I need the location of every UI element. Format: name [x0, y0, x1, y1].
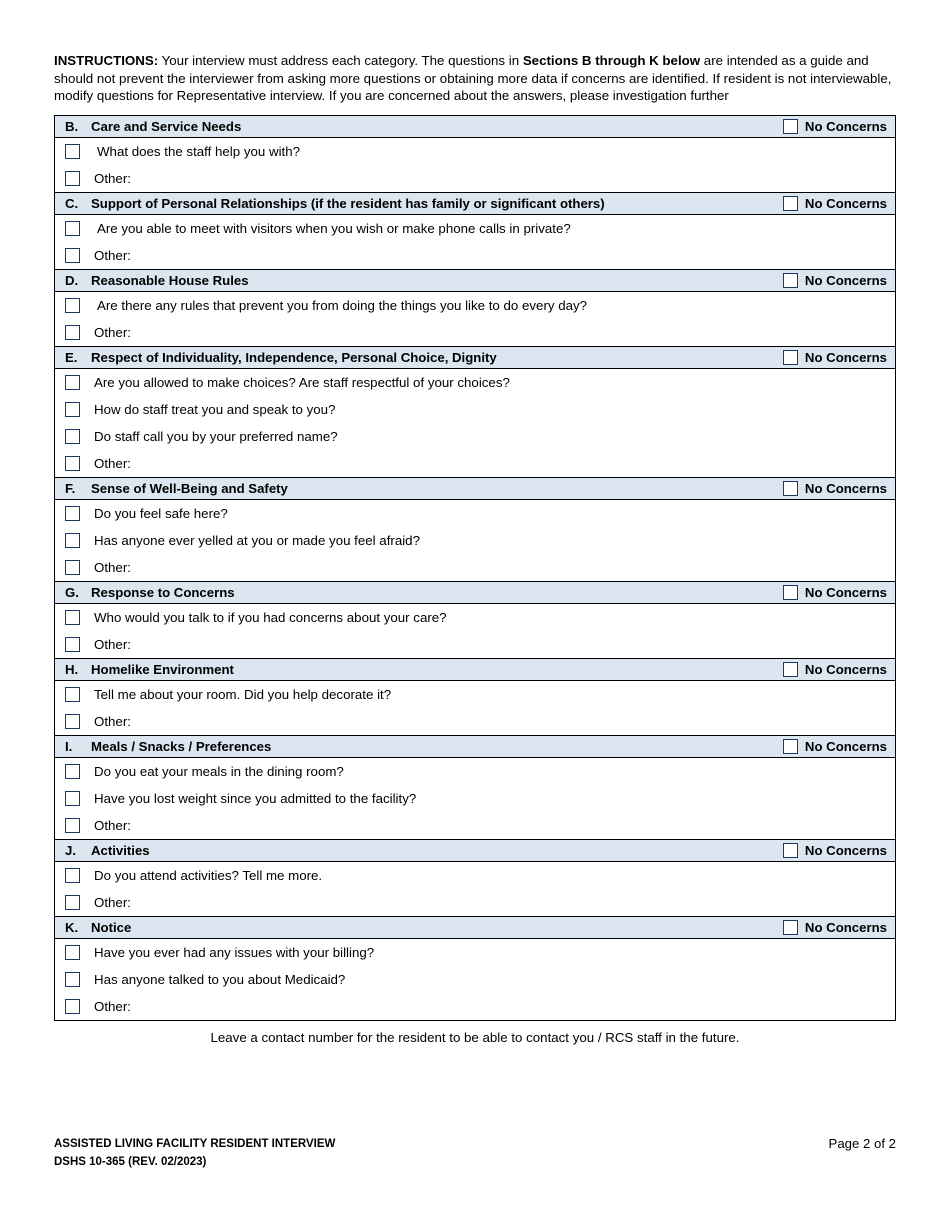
- no-concerns-label: No Concerns: [804, 842, 887, 858]
- section-header-cell: [55, 477, 896, 499]
- question-cell: [55, 708, 896, 736]
- no-concerns-group[interactable]: [783, 662, 887, 677]
- question-text: Other:: [94, 455, 131, 471]
- question-cell: [55, 423, 896, 450]
- no-concerns-group[interactable]: [783, 585, 887, 600]
- question-cell: [55, 450, 896, 478]
- question-checkbox[interactable]: [65, 533, 80, 548]
- question-checkbox[interactable]: [65, 945, 80, 960]
- question-checkbox[interactable]: [65, 972, 80, 987]
- question-cell: [55, 554, 896, 582]
- question-text: Has anyone talked to you about Medicaid?: [94, 971, 346, 987]
- instructions-label: INSTRUCTIONS:: [54, 53, 159, 68]
- section-title: Activities: [91, 842, 150, 858]
- question-cell: [55, 137, 896, 165]
- section-header-cell: [55, 581, 896, 603]
- section-title: Homelike Environment: [91, 661, 234, 677]
- section-header-row: [55, 581, 896, 603]
- section-letter: E.: [65, 349, 78, 365]
- question-checkbox[interactable]: [65, 298, 80, 313]
- question-row: [55, 631, 896, 659]
- interview-sections-table: [54, 115, 896, 1021]
- no-concerns-label: No Concerns: [804, 738, 887, 754]
- question-cell: [55, 319, 896, 347]
- question-row: [55, 423, 896, 450]
- question-text: How do staff treat you and speak to you?: [94, 401, 336, 417]
- footer-left-block: [54, 1136, 335, 1172]
- question-row: [55, 242, 896, 270]
- section-header-cell: [55, 346, 896, 368]
- no-concerns-checkbox[interactable]: [783, 196, 798, 211]
- no-concerns-label: No Concerns: [804, 584, 887, 600]
- footer-page-number: Page 2 of 2: [828, 1136, 896, 1152]
- section-heading: [55, 481, 288, 496]
- section-letter: K.: [65, 919, 79, 935]
- instructions-paragraph: [54, 52, 896, 105]
- section-heading: [55, 662, 234, 677]
- no-concerns-label: No Concerns: [804, 480, 887, 496]
- question-row: [55, 861, 896, 889]
- no-concerns-checkbox[interactable]: [783, 739, 798, 754]
- question-row: [55, 889, 896, 917]
- section-letter: H.: [65, 661, 79, 677]
- no-concerns-checkbox[interactable]: [783, 920, 798, 935]
- question-text: Other:: [94, 998, 131, 1014]
- no-concerns-group[interactable]: [783, 843, 887, 858]
- no-concerns-label: No Concerns: [804, 195, 887, 211]
- section-header-cell: [55, 839, 896, 861]
- question-checkbox[interactable]: [65, 764, 80, 779]
- section-letter: D.: [65, 272, 79, 288]
- question-checkbox[interactable]: [65, 895, 80, 910]
- question-text: Do you feel safe here?: [94, 505, 228, 521]
- question-cell: [55, 938, 896, 966]
- no-concerns-label: No Concerns: [804, 272, 887, 288]
- question-text: Do staff call you by your preferred name?: [94, 428, 338, 444]
- question-row: [55, 708, 896, 736]
- question-checkbox[interactable]: [65, 171, 80, 186]
- section-letter: J.: [65, 842, 76, 858]
- question-text: Other:: [94, 559, 131, 575]
- question-text: Are there any rules that prevent you from doing the things you like to do every day?: [97, 297, 588, 313]
- no-concerns-label: No Concerns: [804, 661, 887, 677]
- page-footer: [54, 1136, 896, 1172]
- section-header-cell: [55, 735, 896, 757]
- contact-footnote: Leave a contact number for the resident to be able to contact you / RCS staff in the future.: [210, 1029, 740, 1045]
- question-text: Other:: [94, 636, 131, 652]
- question-cell: [55, 757, 896, 785]
- question-cell: [55, 527, 896, 554]
- question-checkbox[interactable]: [65, 560, 80, 575]
- instructions-text-before: Your interview must address each category. The questions in: [161, 53, 523, 68]
- question-row: [55, 396, 896, 423]
- question-checkbox[interactable]: [65, 687, 80, 702]
- question-text: Who would you talk to if you had concerns about your care?: [94, 609, 447, 625]
- question-checkbox[interactable]: [65, 868, 80, 883]
- question-text: Other:: [94, 817, 131, 833]
- question-row: [55, 993, 896, 1021]
- question-row: [55, 214, 896, 242]
- question-text: Are you able to meet with visitors when you wish or make phone calls in private?: [97, 220, 571, 236]
- question-cell: [55, 966, 896, 993]
- no-concerns-group[interactable]: [783, 739, 887, 754]
- question-row: [55, 319, 896, 347]
- question-cell: [55, 396, 896, 423]
- question-cell: [55, 631, 896, 659]
- question-checkbox[interactable]: [65, 456, 80, 471]
- question-checkbox[interactable]: [65, 610, 80, 625]
- no-concerns-label: No Concerns: [804, 349, 887, 365]
- question-row: [55, 812, 896, 840]
- question-text: Other:: [94, 713, 131, 729]
- no-concerns-checkbox[interactable]: [783, 481, 798, 496]
- no-concerns-checkbox[interactable]: [783, 585, 798, 600]
- section-header-cell: [55, 192, 896, 214]
- section-letter: G.: [65, 584, 79, 600]
- question-checkbox[interactable]: [65, 637, 80, 652]
- question-text: What does the staff help you with?: [97, 143, 301, 159]
- question-checkbox[interactable]: [65, 999, 80, 1014]
- question-text: Tell me about your room. Did you help decorate it?: [94, 686, 392, 702]
- section-heading: [55, 350, 497, 365]
- question-row: [55, 165, 896, 193]
- section-title: Reasonable House Rules: [91, 272, 249, 288]
- no-concerns-group[interactable]: [783, 481, 887, 496]
- section-letter: F.: [65, 480, 76, 496]
- question-row: [55, 499, 896, 527]
- question-row: [55, 603, 896, 631]
- section-title: Support of Personal Relationships (if the resident has family or significant others): [91, 195, 605, 211]
- section-heading: [55, 196, 605, 211]
- question-checkbox[interactable]: [65, 402, 80, 417]
- question-row: [55, 527, 896, 554]
- section-header-cell: [55, 269, 896, 291]
- question-text: Other:: [94, 170, 131, 186]
- question-row: [55, 291, 896, 319]
- section-header-row: [55, 115, 896, 137]
- section-title: Response to Concerns: [91, 584, 235, 600]
- question-text: Do you attend activities? Tell me more.: [94, 867, 323, 883]
- question-row: [55, 785, 896, 812]
- section-title: Care and Service Needs: [91, 118, 242, 134]
- question-cell: [55, 993, 896, 1021]
- no-concerns-group[interactable]: [783, 350, 887, 365]
- section-header-row: [55, 658, 896, 680]
- question-cell: [55, 165, 896, 193]
- question-row: [55, 368, 896, 396]
- question-text: Do you eat your meals in the dining room?: [94, 763, 344, 779]
- section-header-cell: [55, 658, 896, 680]
- question-row: [55, 680, 896, 708]
- question-cell: [55, 603, 896, 631]
- question-text: Have you lost weight since you admitted to the facility?: [94, 790, 417, 806]
- no-concerns-group[interactable]: [783, 920, 887, 935]
- section-header-row: [55, 477, 896, 499]
- no-concerns-checkbox[interactable]: [783, 273, 798, 288]
- no-concerns-group[interactable]: [783, 196, 887, 211]
- section-heading: [55, 119, 241, 134]
- question-text: Other:: [94, 894, 131, 910]
- no-concerns-label: No Concerns: [804, 118, 887, 134]
- no-concerns-group[interactable]: [783, 119, 887, 134]
- question-cell: [55, 214, 896, 242]
- question-checkbox[interactable]: [65, 714, 80, 729]
- footer-form-id: DSHS 10-365 (REV. 02/2023): [54, 1156, 207, 1169]
- section-header-row: [55, 839, 896, 861]
- section-letter: B.: [65, 118, 79, 134]
- question-row: [55, 966, 896, 993]
- section-header-row: [55, 269, 896, 291]
- question-checkbox[interactable]: [65, 818, 80, 833]
- no-concerns-group[interactable]: [783, 273, 887, 288]
- section-header-row: [55, 346, 896, 368]
- no-concerns-checkbox[interactable]: [783, 843, 798, 858]
- no-concerns-checkbox[interactable]: [783, 350, 798, 365]
- question-row: [55, 137, 896, 165]
- question-text: Have you ever had any issues with your billing?: [94, 944, 375, 960]
- section-heading: [55, 739, 271, 754]
- question-cell: [55, 291, 896, 319]
- question-row: [55, 938, 896, 966]
- section-title: Notice: [91, 919, 132, 935]
- section-title: Sense of Well-Being and Safety: [91, 480, 288, 496]
- no-concerns-checkbox[interactable]: [783, 119, 798, 134]
- question-row: [55, 757, 896, 785]
- question-checkbox[interactable]: [65, 429, 80, 444]
- question-text: Other:: [94, 324, 131, 340]
- question-row: [55, 450, 896, 478]
- question-cell: [55, 785, 896, 812]
- question-checkbox[interactable]: [65, 221, 80, 236]
- section-letter: I.: [65, 738, 73, 754]
- no-concerns-checkbox[interactable]: [783, 662, 798, 677]
- question-cell: [55, 368, 896, 396]
- question-checkbox[interactable]: [65, 248, 80, 263]
- instructions-bold-phrase: Sections B through K below: [522, 53, 701, 68]
- question-text: Are you allowed to make choices? Are staff respectful of your choices?: [94, 374, 510, 390]
- section-title: Respect of Individuality, Independence, Personal Choice, Dignity: [91, 349, 497, 365]
- question-cell: [55, 812, 896, 840]
- question-cell: [55, 861, 896, 889]
- question-text: Other:: [94, 247, 131, 263]
- question-cell: [55, 499, 896, 527]
- no-concerns-label: No Concerns: [804, 919, 887, 935]
- section-letter: C.: [65, 195, 79, 211]
- section-header-cell: [55, 916, 896, 938]
- question-text: Has anyone ever yelled at you or made you feel afraid?: [94, 532, 420, 548]
- question-checkbox[interactable]: [65, 506, 80, 521]
- question-checkbox[interactable]: [65, 791, 80, 806]
- question-cell: [55, 680, 896, 708]
- instructions-text-after: are intended as a guide and should not prevent the interviewer from asking more questions or obtaining more data if concerns are identified. If resident is not interviewable, modify questions for Representative interview. If you are concerned about the answers, please investigation further: [54, 53, 892, 104]
- section-heading: [55, 585, 235, 600]
- section-header-row: [55, 916, 896, 938]
- question-cell: [55, 242, 896, 270]
- section-title: Meals / Snacks / Preferences: [91, 738, 272, 754]
- section-header-cell: [55, 115, 896, 137]
- question-cell: [55, 889, 896, 917]
- question-row: [55, 554, 896, 582]
- question-checkbox[interactable]: [65, 325, 80, 340]
- section-heading: [55, 273, 249, 288]
- question-checkbox[interactable]: [65, 144, 80, 159]
- footer-form-title: ASSISTED LIVING FACILITY RESIDENT INTERVIEW: [54, 1138, 336, 1151]
- section-heading: [55, 843, 150, 858]
- section-heading: [55, 920, 131, 935]
- section-header-row: [55, 735, 896, 757]
- section-header-row: [55, 192, 896, 214]
- question-checkbox[interactable]: [65, 375, 80, 390]
